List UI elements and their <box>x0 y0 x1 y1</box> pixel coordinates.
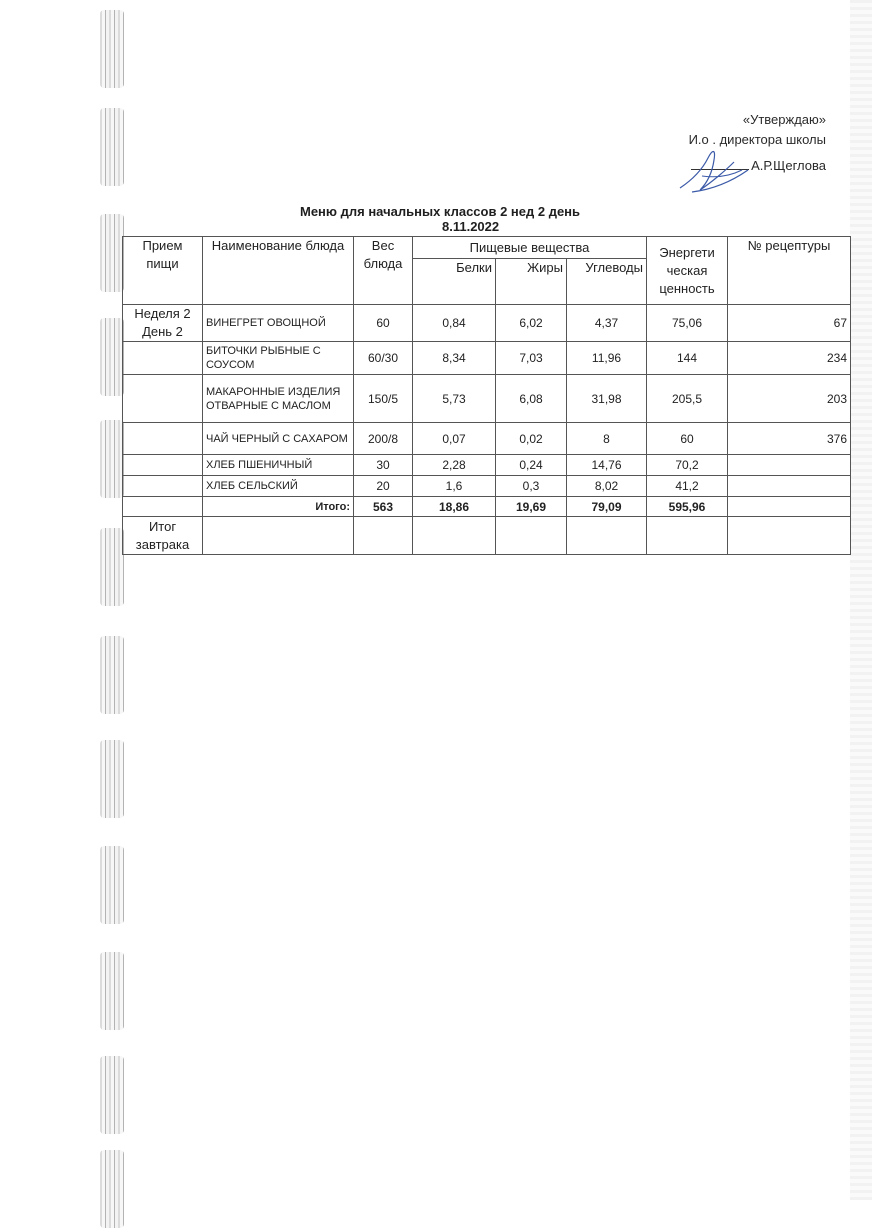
menu-table <box>122 236 851 555</box>
dish-weight: 20 <box>354 476 413 497</box>
summary-empty <box>203 517 354 555</box>
dish-carbs: 14,76 <box>567 455 647 476</box>
meal-cell-empty <box>123 423 203 455</box>
title-line: Меню для начальных классов 2 нед 2 день <box>300 204 581 219</box>
dish-proteins: 0,84 <box>413 305 496 342</box>
dish-proteins: 0,07 <box>413 423 496 455</box>
dish-proteins: 5,73 <box>413 375 496 423</box>
dish-carbs: 4,37 <box>567 305 647 342</box>
header-energy: Энергети ческая ценность <box>647 237 728 305</box>
summary-empty <box>647 517 728 555</box>
total-recipe-empty <box>728 497 851 517</box>
header-meal: Прием пищи <box>123 237 203 305</box>
summary-label: Итог завтрака <box>123 517 203 555</box>
dish-name: ХЛЕБ СЕЛЬСКИЙ <box>203 476 354 497</box>
summary-empty <box>728 517 851 555</box>
header-weight: Вес блюда <box>354 237 413 305</box>
summary-empty <box>496 517 567 555</box>
dish-proteins: 8,34 <box>413 342 496 375</box>
meal-cell-empty <box>123 455 203 476</box>
table-row <box>123 305 851 342</box>
table-row <box>123 476 851 497</box>
document-title <box>300 204 700 234</box>
dish-recipe: 67 <box>728 305 851 342</box>
dish-energy: 70,2 <box>647 455 728 476</box>
meal-cell-empty <box>123 476 203 497</box>
meal-label: Неделя 2 День 2 <box>123 305 203 342</box>
dish-energy: 144 <box>647 342 728 375</box>
dish-name: ЧАЙ ЧЕРНЫЙ С САХАРОМ <box>203 423 354 455</box>
summary-empty <box>354 517 413 555</box>
table-row <box>123 455 851 476</box>
dish-energy: 41,2 <box>647 476 728 497</box>
header-recipe: № рецептуры <box>728 237 851 305</box>
table-row <box>123 342 851 375</box>
dish-recipe: 234 <box>728 342 851 375</box>
approval-heading: «Утверждаю» <box>742 112 826 127</box>
total-label: Итого: <box>203 497 354 517</box>
signer-name: А.Р.Щеглова <box>751 158 826 173</box>
dish-recipe <box>728 455 851 476</box>
dish-name: ХЛЕБ ПШЕНИЧНЫЙ <box>203 455 354 476</box>
total-weight: 563 <box>354 497 413 517</box>
dish-proteins: 2,28 <box>413 455 496 476</box>
approval-position: И.о . директора школы <box>688 132 826 147</box>
dish-fats: 0,3 <box>496 476 567 497</box>
title-date: 8.11.2022 <box>442 219 500 234</box>
dish-carbs: 8,02 <box>567 476 647 497</box>
dish-proteins: 1,6 <box>413 476 496 497</box>
dish-recipe <box>728 476 851 497</box>
header-proteins: Белки <box>413 259 496 305</box>
dish-carbs: 8 <box>567 423 647 455</box>
header-dish: Наименование блюда <box>203 237 354 305</box>
summary-row <box>123 517 851 555</box>
dish-weight: 200/8 <box>354 423 413 455</box>
meal-cell-empty <box>123 497 203 517</box>
meal-cell-empty <box>123 375 203 423</box>
total-row <box>123 497 851 517</box>
total-energy: 595,96 <box>647 497 728 517</box>
dish-name: МАКАРОННЫЕ ИЗДЕЛИЯ ОТВАРНЫЕ С МАСЛОМ <box>203 375 354 423</box>
dish-energy: 205,5 <box>647 375 728 423</box>
meal-cell-empty <box>123 342 203 375</box>
total-carbs: 79,09 <box>567 497 647 517</box>
dish-fats: 6,08 <box>496 375 567 423</box>
header-carbs: Углеводы <box>567 259 647 305</box>
dish-recipe: 203 <box>728 375 851 423</box>
dish-name: БИТОЧКИ РЫБНЫЕ С СОУСОМ <box>203 342 354 375</box>
dish-energy: 75,06 <box>647 305 728 342</box>
summary-empty <box>567 517 647 555</box>
signature-scribble <box>672 140 752 200</box>
header-fats: Жиры <box>496 259 567 305</box>
table-row <box>123 375 851 423</box>
dish-weight: 60 <box>354 305 413 342</box>
dish-fats: 6,02 <box>496 305 567 342</box>
dish-carbs: 31,98 <box>567 375 647 423</box>
table-row <box>123 423 851 455</box>
summary-empty <box>413 517 496 555</box>
dish-fats: 7,03 <box>496 342 567 375</box>
dish-recipe: 376 <box>728 423 851 455</box>
dish-fats: 0,02 <box>496 423 567 455</box>
dish-energy: 60 <box>647 423 728 455</box>
dish-name: ВИНЕГРЕТ ОВОЩНОЙ <box>203 305 354 342</box>
binding-holes <box>96 0 130 1200</box>
header-row-1 <box>123 237 851 259</box>
dish-weight: 60/30 <box>354 342 413 375</box>
total-proteins: 18,86 <box>413 497 496 517</box>
scan-edge <box>850 0 872 1200</box>
dish-weight: 30 <box>354 455 413 476</box>
dish-carbs: 11,96 <box>567 342 647 375</box>
header-nutrients: Пищевые вещества <box>413 237 647 259</box>
dish-fats: 0,24 <box>496 455 567 476</box>
total-fats: 19,69 <box>496 497 567 517</box>
dish-weight: 150/5 <box>354 375 413 423</box>
